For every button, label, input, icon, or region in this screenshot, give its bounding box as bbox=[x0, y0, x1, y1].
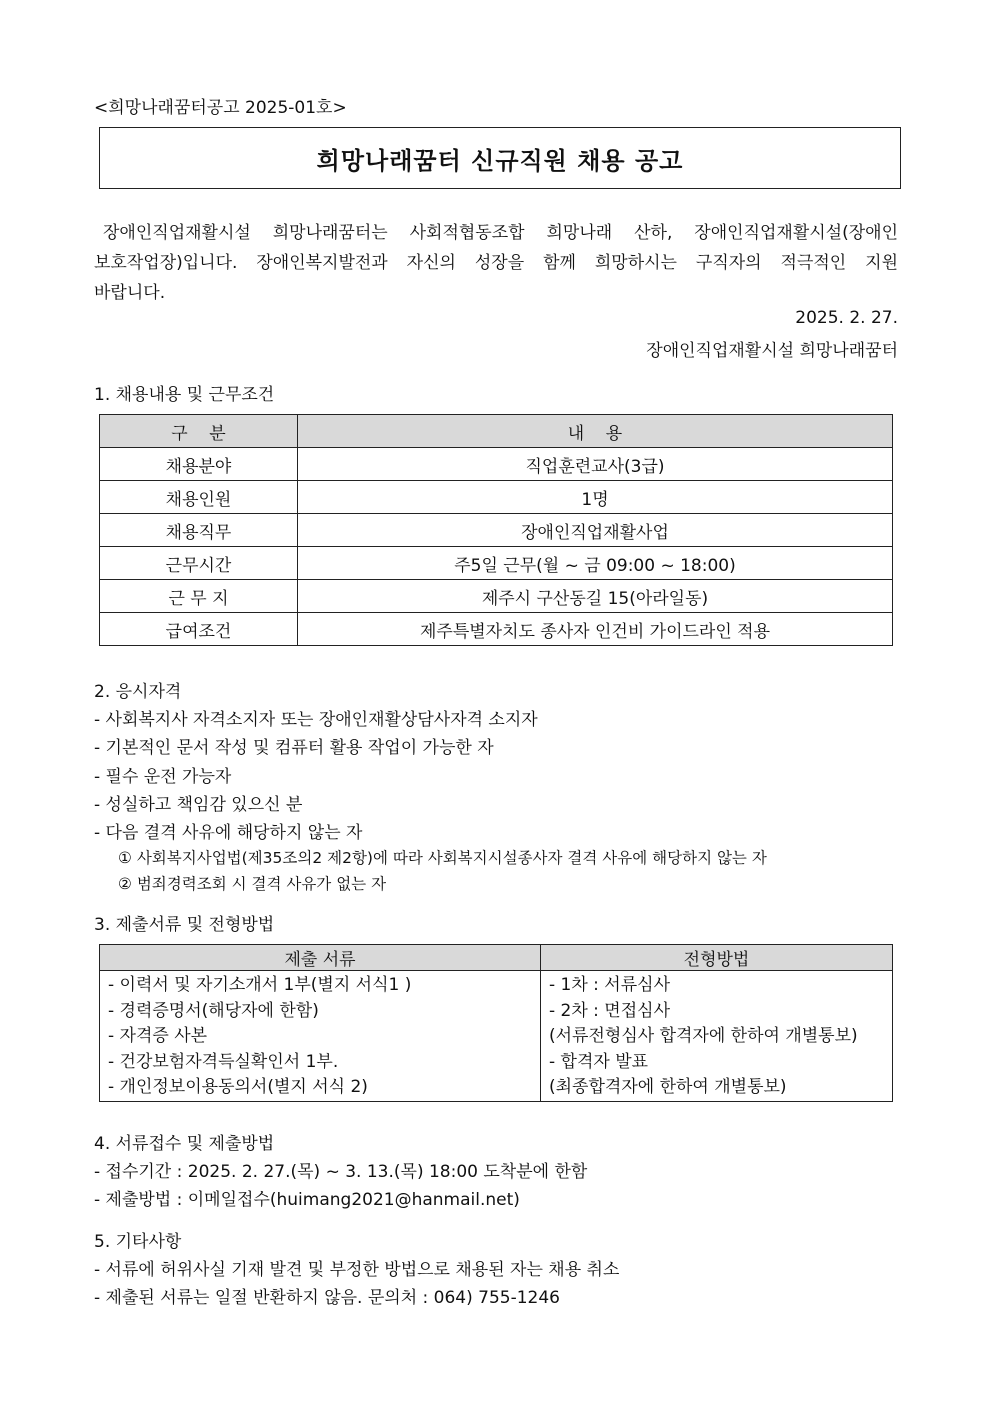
issuer-name: 장애인직업재활시설 희망나래꿈터 bbox=[646, 341, 898, 361]
table-header-cell bbox=[298, 415, 893, 448]
row-value: 제주특별자치도 종사자 인건비 가이드라인 적용 bbox=[298, 613, 893, 646]
row-value: 주5일 근무(월 ~ 금 09:00 ~ 18:00) bbox=[298, 547, 893, 580]
list-item: - 자격증 사본 bbox=[108, 1026, 208, 1046]
list-item: - 개인정보이용동의서(별지 서식 2) bbox=[108, 1077, 368, 1097]
table-row bbox=[100, 613, 893, 646]
intro-line: 장애인직업재활시설 희망나래꿈터는 사회적협동조합 희망나래 산하, 장애인직업재활시설(장애인 bbox=[103, 223, 898, 243]
section-heading: 5. 기타사항 bbox=[94, 1232, 182, 1252]
list-item: - 2차 : 면접심사 bbox=[549, 1000, 670, 1021]
list-item: - 경력증명서(해당자에 한함) bbox=[108, 1000, 319, 1021]
row-value: 제주시 구산동길 15(아라일동) bbox=[298, 580, 893, 613]
list-item: - 필수 운전 가능자 bbox=[94, 767, 232, 787]
table-row bbox=[100, 514, 893, 547]
sub-list-item: ① 사회복지사업법(제35조의2 제2항)에 따라 사회복지시설종사자 결격 사유에 해당하지 않는 자 bbox=[118, 849, 767, 867]
table-row bbox=[100, 481, 893, 514]
documents-table bbox=[99, 944, 893, 1102]
list-item: - 1차 : 서류심사 bbox=[549, 975, 670, 995]
row-label: 채용분야 bbox=[100, 448, 298, 481]
list-item: - 서류에 허위사실 기재 발견 및 부정한 방법으로 채용된 자는 채용 취소 bbox=[94, 1260, 620, 1280]
section-heading: 3. 제출서류 및 전형방법 bbox=[94, 915, 275, 935]
table-header-row bbox=[100, 415, 893, 448]
table-header-cell bbox=[100, 415, 298, 448]
list-item: (서류전형심사 합격자에 한하여 개별통보) bbox=[549, 1026, 858, 1046]
table-row bbox=[100, 971, 893, 1102]
list-item: - 사회복지사 자격소지자 또는 장애인재활상담사자격 소지자 bbox=[94, 710, 538, 730]
section-heading: 1. 채용내용 및 근무조건 bbox=[94, 385, 275, 405]
list-item: (최종합격자에 한하여 개별통보) bbox=[549, 1077, 787, 1097]
sub-list-item: ② 범죄경력조회 시 결격 사유가 없는 자 bbox=[118, 875, 387, 893]
table-row bbox=[100, 448, 893, 481]
list-item: - 다음 결격 사유에 해당하지 않는 자 bbox=[94, 823, 363, 843]
row-value: 직업훈련교사(3급) bbox=[298, 448, 893, 481]
list-item: - 제출된 서류는 일절 반환하지 않음. 문의처 : 064) 755-1246 bbox=[94, 1288, 560, 1308]
table-row bbox=[100, 547, 893, 580]
row-label: 급여조건 bbox=[100, 613, 298, 646]
row-label: 근무시간 bbox=[100, 547, 298, 580]
list-item: - 건강보험자격득실확인서 1부. bbox=[108, 1051, 339, 1072]
row-label: 근 무 지 bbox=[100, 580, 298, 613]
intro-line: 보호작업장)입니다. 장애인복지발전과 자신의 성장을 함께 희망하시는 구직자의 적극적인 지원 bbox=[94, 253, 898, 273]
list-item: - 합격자 발표 bbox=[549, 1051, 649, 1072]
table-row bbox=[100, 580, 893, 613]
section-heading: 2. 응시자격 bbox=[94, 682, 182, 702]
documents-cell bbox=[100, 971, 541, 1102]
section-heading: 4. 서류접수 및 제출방법 bbox=[94, 1134, 275, 1154]
intro-paragraph bbox=[94, 218, 898, 308]
methods-cell bbox=[541, 971, 893, 1102]
table-header-cell: 전형방법 bbox=[541, 945, 893, 971]
list-item: - 접수기간 : 2025. 2. 27.(목) ~ 3. 13.(목) 18:00 도착분에 한함 bbox=[94, 1162, 588, 1182]
row-value: 장애인직업재활사업 bbox=[298, 514, 893, 547]
conditions-table bbox=[99, 414, 893, 646]
header-label: 내 용 bbox=[567, 423, 623, 444]
table-header-cell: 제출 서류 bbox=[100, 945, 541, 971]
row-label: 채용직무 bbox=[100, 514, 298, 547]
row-label: 채용인원 bbox=[100, 481, 298, 514]
row-value: 1명 bbox=[298, 481, 893, 514]
table-header-row bbox=[100, 945, 893, 971]
list-item: - 이력서 및 자기소개서 1부(별지 서식1 ) bbox=[108, 975, 412, 995]
list-item: - 제출방법 : 이메일접수(huimang2021@hanmail.net) bbox=[94, 1190, 520, 1210]
header-label: 구 분 bbox=[171, 423, 226, 444]
notice-number: <희망나래꿈터공고 2025-01호> bbox=[94, 98, 347, 118]
list-item: - 기본적인 문서 작성 및 컴퓨터 활용 작업이 가능한 자 bbox=[94, 738, 494, 758]
page-title: 희망나래꿈터 신규직원 채용 공고 bbox=[99, 127, 901, 189]
notice-date: 2025. 2. 27. bbox=[795, 308, 898, 328]
list-item: - 성실하고 책임감 있으신 분 bbox=[94, 795, 303, 815]
intro-line: 바랍니다. bbox=[94, 283, 166, 303]
